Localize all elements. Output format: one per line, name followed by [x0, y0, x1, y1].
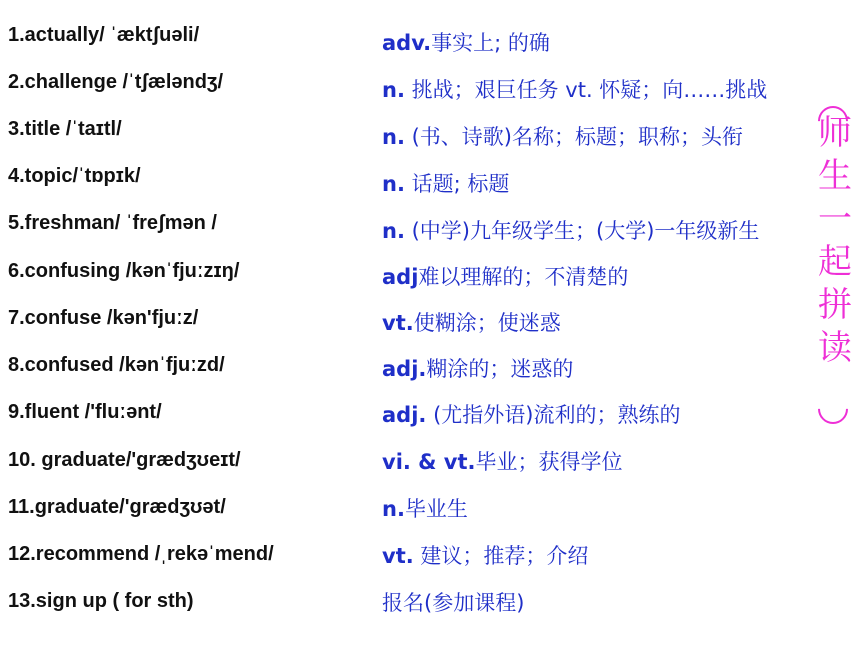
definition: (书、诗歌)名称；标题；职称；头衔	[404, 125, 743, 149]
vocab-meaning	[382, 267, 628, 288]
vocab-meaning	[382, 221, 759, 242]
side-note-char: 生	[818, 156, 852, 196]
part-of-speech: adj.	[382, 357, 427, 381]
vocab-word: 7.confuse /kən'fjuːz/	[8, 307, 199, 329]
definition: 毕业生	[404, 497, 468, 521]
vocab-meaning	[382, 127, 743, 148]
part-of-speech: vi. & vt.	[382, 450, 476, 474]
side-note	[812, 112, 858, 370]
vocab-word: 4.topic/ˈtɒpɪk/	[8, 165, 141, 187]
right-paren-decoration	[812, 388, 854, 430]
definition: 挑战；艰巨任务 vt. 怀疑；向……挑战	[404, 78, 768, 102]
part-of-speech: n.	[382, 78, 405, 102]
vocab-word: 12.recommend /ˌrekəˈmend/	[8, 543, 274, 565]
part-of-speech: n.	[382, 497, 405, 521]
part-of-speech: n.	[382, 172, 405, 196]
part-of-speech: n.	[382, 219, 405, 243]
vocab-meaning	[382, 452, 623, 473]
part-of-speech: vt.	[382, 544, 414, 568]
side-note-char: 拼	[818, 285, 852, 325]
part-of-speech: adj	[382, 265, 419, 289]
vocab-word: 9.fluent /'fluːənt/	[8, 401, 162, 423]
vocab-word: 5.freshman/ ˈfreʃmən /	[8, 212, 217, 234]
vocab-word: 13.sign up ( for sth)	[8, 590, 194, 612]
vocab-word: 1.actually/ ˈæktʃuəli/	[8, 24, 200, 46]
vocab-meaning	[382, 593, 524, 614]
vocab-meaning	[382, 313, 561, 334]
definition: 毕业；获得学位	[475, 450, 623, 474]
part-of-speech: adv.	[382, 31, 432, 55]
vocab-word: 2.challenge /ˈtʃæləndʒ/	[8, 71, 224, 93]
vocab-meaning	[382, 499, 468, 520]
definition: 使糊涂；使迷惑	[413, 311, 561, 335]
definition: 话题; 标题	[404, 172, 510, 196]
vocab-word: 8.confused /kənˈfjuːzd/	[8, 354, 225, 376]
vocab-meaning	[382, 33, 550, 54]
definition: 糊涂的；迷惑的	[426, 357, 574, 381]
vocab-meaning	[382, 405, 680, 426]
definition: 建议；推荐；介绍	[413, 544, 589, 568]
definition: 难以理解的；不清楚的	[418, 265, 629, 289]
side-note-char: 师	[818, 113, 852, 153]
side-note-char: 一	[818, 199, 852, 239]
vocab-word: 6.confusing /kənˈfjuːzɪŋ/	[8, 260, 240, 282]
part-of-speech: vt.	[382, 311, 414, 335]
vocab-meaning	[382, 174, 509, 195]
side-note-char: 起	[818, 242, 852, 282]
vocab-word: 11.graduate/'grædʒʊət/	[8, 496, 226, 518]
vocab-word: 3.title /ˈtaɪtl/	[8, 118, 122, 140]
vocab-word: 10. graduate/'grædʒʊeɪt/	[8, 449, 241, 471]
vocab-meaning	[382, 546, 588, 567]
definition: 报名(参加课程)	[382, 591, 525, 615]
definition: (尤指外语)流利的；熟练的	[426, 403, 681, 427]
part-of-speech: adj.	[382, 403, 427, 427]
definition: 事实上; 的确	[431, 31, 550, 55]
definition: (中学)九年级学生；(大学)一年级新生	[404, 219, 760, 243]
vocab-meaning	[382, 359, 573, 380]
vocab-meaning	[382, 80, 767, 101]
part-of-speech: n.	[382, 125, 405, 149]
side-note-char: 读	[818, 328, 852, 368]
